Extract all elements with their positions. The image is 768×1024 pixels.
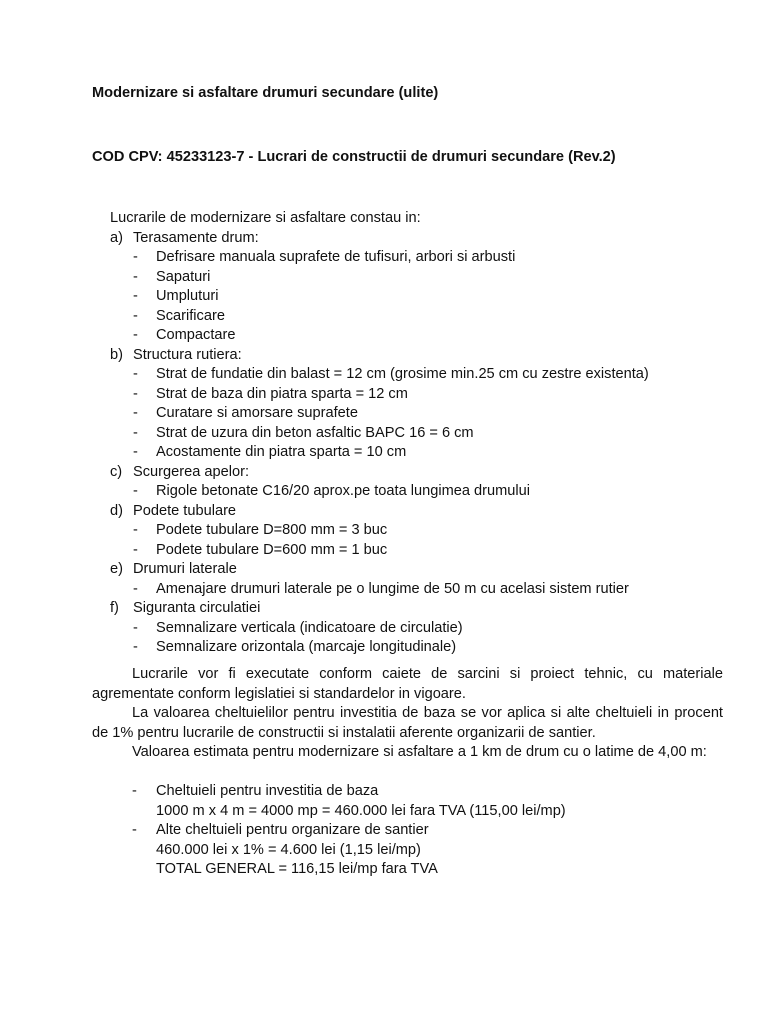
cost-other-value-line bbox=[132, 841, 732, 861]
cost-other-value: 460.000 lei x 1% = 4.600 lei (1,15 lei/mp) bbox=[156, 841, 421, 858]
list-item bbox=[110, 307, 730, 327]
cpv-code-heading: COD CPV: 45233123-7 - Lucrari de constructii de drumuri secundare (Rev.2) bbox=[92, 149, 616, 165]
list-item bbox=[110, 385, 730, 405]
list-dash: - bbox=[133, 307, 138, 324]
list-item-text: Strat de baza din piatra sparta = 12 cm bbox=[156, 385, 408, 402]
section-title: Terasamente drum: bbox=[133, 229, 259, 246]
section-heading bbox=[110, 346, 730, 366]
list-item bbox=[110, 619, 730, 639]
cost-breakdown bbox=[132, 782, 732, 880]
section-letter: f) bbox=[110, 600, 119, 616]
cost-total: TOTAL GENERAL = 116,15 lei/mp fara TVA bbox=[156, 861, 438, 877]
list-item bbox=[110, 580, 730, 600]
list-dash: - bbox=[133, 385, 138, 402]
list-dash: - bbox=[132, 822, 137, 838]
list-dash: - bbox=[133, 405, 138, 421]
list-dash: - bbox=[133, 619, 138, 636]
cost-total-line bbox=[132, 860, 732, 880]
section-letter: d) bbox=[110, 502, 123, 519]
section-title: Scurgerea apelor: bbox=[133, 463, 250, 480]
section-title: Podete tubulare bbox=[133, 502, 237, 519]
section-letter: b) bbox=[110, 346, 123, 363]
list-item bbox=[110, 638, 730, 658]
cost-base-label-line bbox=[132, 782, 732, 802]
list-item-text: Podete tubulare D=600 mm = 1 buc bbox=[156, 541, 388, 558]
section-heading bbox=[110, 502, 730, 522]
list-item bbox=[110, 443, 730, 463]
list-item bbox=[110, 541, 730, 561]
section-heading bbox=[110, 229, 730, 249]
list-dash: - bbox=[133, 541, 138, 558]
section-letter: e) bbox=[110, 561, 123, 577]
section-heading bbox=[110, 463, 730, 483]
list-item-text: Acostamente din piatra sparta = 10 cm bbox=[156, 444, 407, 460]
cost-other-label-line bbox=[132, 821, 732, 841]
list-dash: - bbox=[133, 444, 138, 460]
list-item-text: Strat de fundatie din balast = 12 cm (grosime min.25 cm cu zestre existenta) bbox=[156, 366, 649, 382]
paragraph-execution: Lucrarile vor fi executate conform caiete de sarcini si proiect tehnic, cu materiale agrementate conform legislatiei si standardelor in vigoare. bbox=[92, 666, 723, 702]
document-title: Modernizare si asfaltare drumuri secundare (ulite) bbox=[92, 85, 439, 101]
list-dash: - bbox=[133, 522, 138, 538]
cost-base-label: Cheltuieli pentru investitia de baza bbox=[156, 783, 379, 799]
list-item-text: Amenajare drumuri laterale pe o lungime de 50 m cu acelasi sistem rutier bbox=[156, 580, 629, 597]
list-item-text: Compactare bbox=[156, 327, 236, 343]
list-dash: - bbox=[133, 483, 138, 499]
list-item bbox=[110, 365, 730, 385]
section-title: Structura rutiera: bbox=[133, 346, 242, 363]
list-item-text: Semnalizare verticala (indicatoare de circulatie) bbox=[156, 619, 463, 636]
list-item bbox=[110, 248, 730, 268]
list-item-text: Scarificare bbox=[156, 307, 225, 324]
paragraph-extra-costs: La valoarea cheltuielilor pentru investitia de baza se vor aplica si alte cheltuieli in procent de 1% pentru lucrarile de constructii si instalatii aferente organizarii de santier. bbox=[92, 705, 723, 741]
paragraph-block bbox=[92, 665, 723, 763]
list-dash: - bbox=[133, 288, 138, 304]
list-dash: - bbox=[132, 783, 137, 799]
cost-base-value-line bbox=[132, 802, 732, 822]
list-item-text: Strat de uzura din beton asfaltic BAPC 16 = 6 cm bbox=[156, 424, 474, 441]
section-title: Drumuri laterale bbox=[133, 561, 237, 577]
list-dash: - bbox=[133, 249, 138, 265]
list-item-text: Curatare si amorsare suprafete bbox=[156, 405, 358, 421]
list-item bbox=[110, 404, 730, 424]
cost-other-label: Alte cheltuieli pentru organizare de santier bbox=[156, 822, 429, 838]
section-letter: a) bbox=[110, 229, 123, 246]
list-item-text: Podete tubulare D=800 mm = 3 buc bbox=[156, 522, 388, 538]
section-title: Siguranta circulatiei bbox=[133, 600, 261, 616]
list-dash: - bbox=[133, 268, 138, 285]
list-item-text: Semnalizare orizontala (marcaje longitudinale) bbox=[156, 639, 457, 655]
intro-text: Lucrarile de modernizare si asfaltare constau in: bbox=[110, 210, 421, 226]
list-item bbox=[110, 268, 730, 288]
list-item-text: Umpluturi bbox=[156, 288, 219, 304]
cost-base-value: 1000 m x 4 m = 4000 mp = 460.000 lei fara TVA (115,00 lei/mp) bbox=[156, 802, 566, 819]
list-dash: - bbox=[133, 327, 138, 343]
list-item bbox=[110, 482, 730, 502]
section-heading bbox=[110, 599, 730, 619]
list-item bbox=[110, 424, 730, 444]
paragraph-estimated-value: Valoarea estimata pentru modernizare si asfaltare a 1 km de drum cu o latime de 4,00 m: bbox=[132, 744, 707, 760]
list-item bbox=[110, 521, 730, 541]
list-dash: - bbox=[133, 366, 138, 382]
list-item-text: Sapaturi bbox=[156, 268, 211, 285]
list-dash: - bbox=[133, 639, 138, 655]
section-heading bbox=[110, 560, 730, 580]
list-dash: - bbox=[133, 424, 138, 441]
list-item-text: Rigole betonate C16/20 aprox.pe toata lungimea drumului bbox=[156, 483, 531, 499]
list-dash: - bbox=[133, 580, 138, 597]
section-letter: c) bbox=[110, 463, 123, 480]
list-item bbox=[110, 287, 730, 307]
works-list bbox=[110, 229, 730, 658]
list-item bbox=[110, 326, 730, 346]
list-item-text: Defrisare manuala suprafete de tufisuri, arbori si arbusti bbox=[156, 249, 516, 265]
